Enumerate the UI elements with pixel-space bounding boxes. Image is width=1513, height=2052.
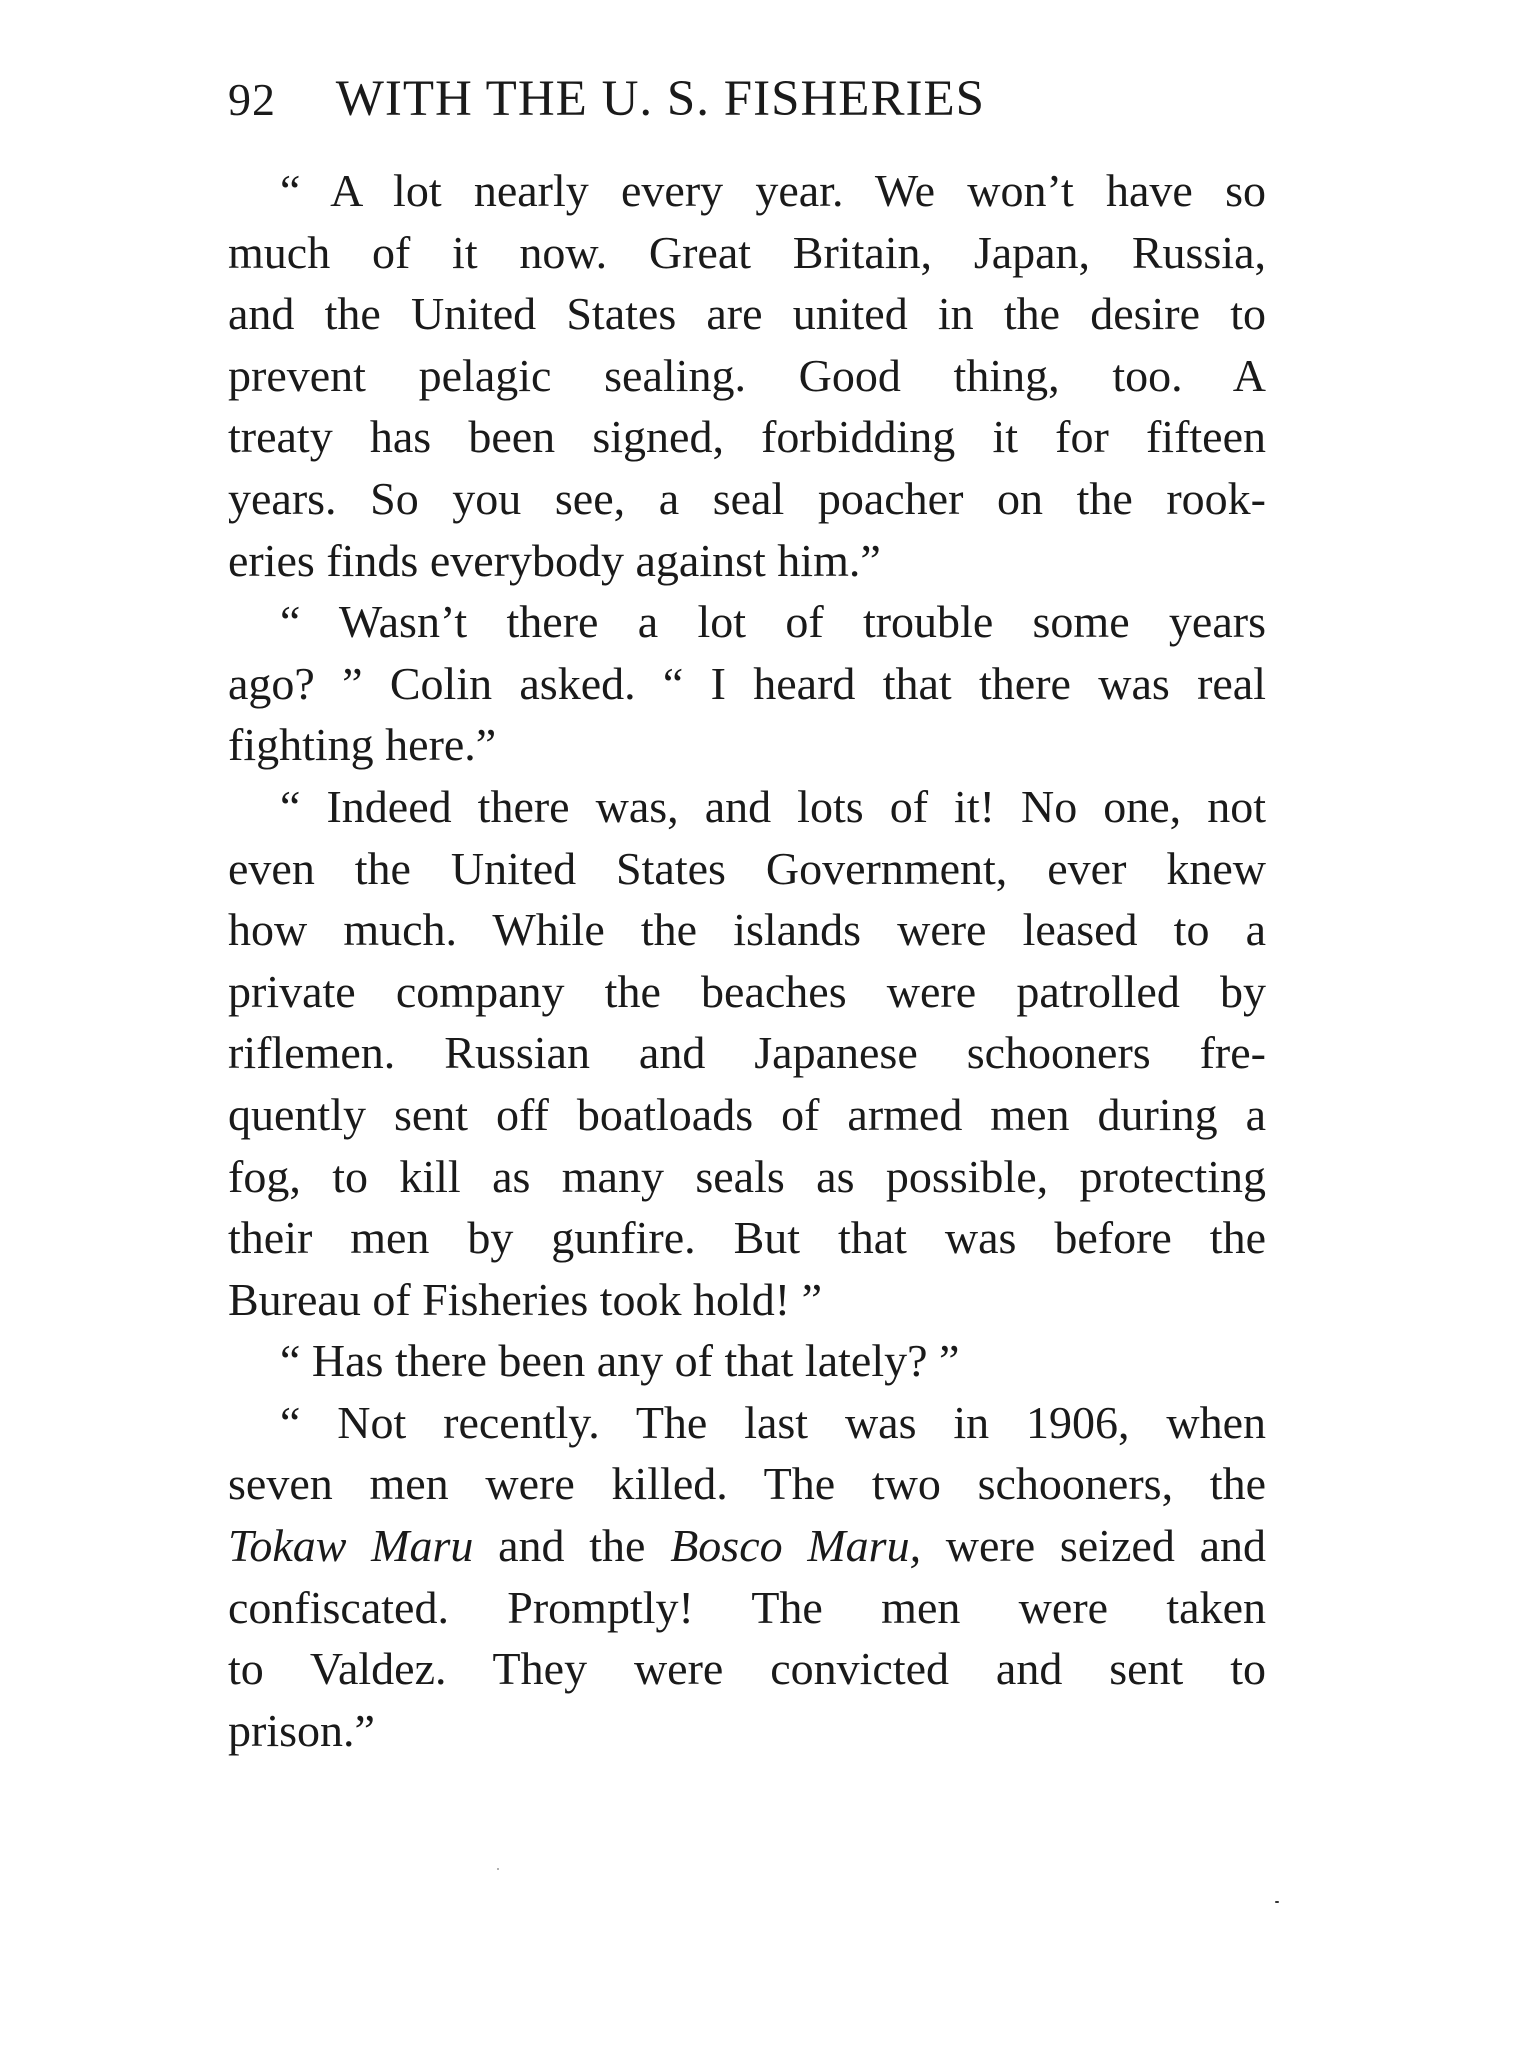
text-line: “ Has there been any of that lately? ” xyxy=(280,1335,960,1387)
text-line: “ Not recently. The last was in 1906, when xyxy=(280,1396,1266,1448)
text-line: riflemen. Russian and Japanese schooners fre- xyxy=(228,1027,1266,1079)
ship-names-connector: and the xyxy=(473,1520,671,1572)
running-head xyxy=(228,70,1268,140)
text-line: years. So you see, a seal poacher on the rook- xyxy=(228,472,1266,524)
text-line: confiscated. Promptly! The men were taken xyxy=(228,1581,1266,1633)
text-line: quently sent off boatloads of armed men during a xyxy=(228,1088,1266,1140)
text-line: their men by gunfire. But that was before the xyxy=(228,1212,1266,1264)
scan-speck xyxy=(497,1868,499,1870)
text-line: Bureau of Fisheries took hold! ” xyxy=(228,1273,823,1325)
text-line: fog, to kill as many seals as possible, protecting xyxy=(228,1150,1266,1202)
text-line-ship-names xyxy=(228,1515,1266,1577)
running-head-title: WITH THE U. S. FISHERIES xyxy=(335,71,985,127)
ship-name-tokaw-maru: Tokaw Maru xyxy=(228,1520,474,1572)
ship-name-bosco-maru: Bosco Maru, xyxy=(670,1520,922,1572)
text-line: how much. While the islands were leased to a xyxy=(228,904,1266,956)
text-line: fighting here.” xyxy=(228,719,497,771)
text-line: “ Wasn’t there a lot of trouble some years xyxy=(280,596,1266,648)
text-line: to Valdez. They were convicted and sent to xyxy=(228,1643,1266,1695)
page-number: 92 xyxy=(228,74,276,125)
text-line: “ Indeed there was, and lots of it! No one, not xyxy=(280,780,1266,832)
ship-names-tail: were seized and xyxy=(921,1520,1266,1572)
text-line: much of it now. Great Britain, Japan, Russia, xyxy=(228,226,1266,278)
text-line: prevent pelagic sealing. Good thing, too. A xyxy=(228,349,1266,401)
text-line: prison.” xyxy=(228,1704,375,1756)
text-line: “ A lot nearly every year. We won’t have so xyxy=(280,165,1266,216)
text-line: eries finds everybody against him.” xyxy=(228,534,881,586)
body-text xyxy=(228,160,1266,1761)
text-line: seven men were killed. The two schooners, the xyxy=(228,1458,1266,1510)
text-line: ago? ” Colin asked. “ I heard that there was real xyxy=(228,657,1266,709)
text-line: and the United States are united in the desire to xyxy=(228,288,1266,340)
text-line: private company the beaches were patrolled by xyxy=(228,965,1266,1017)
text-line: treaty has been signed, forbidding it for fifteen xyxy=(228,411,1266,463)
scan-speck xyxy=(1275,1901,1279,1903)
text-line: even the United States Government, ever knew xyxy=(228,842,1266,894)
